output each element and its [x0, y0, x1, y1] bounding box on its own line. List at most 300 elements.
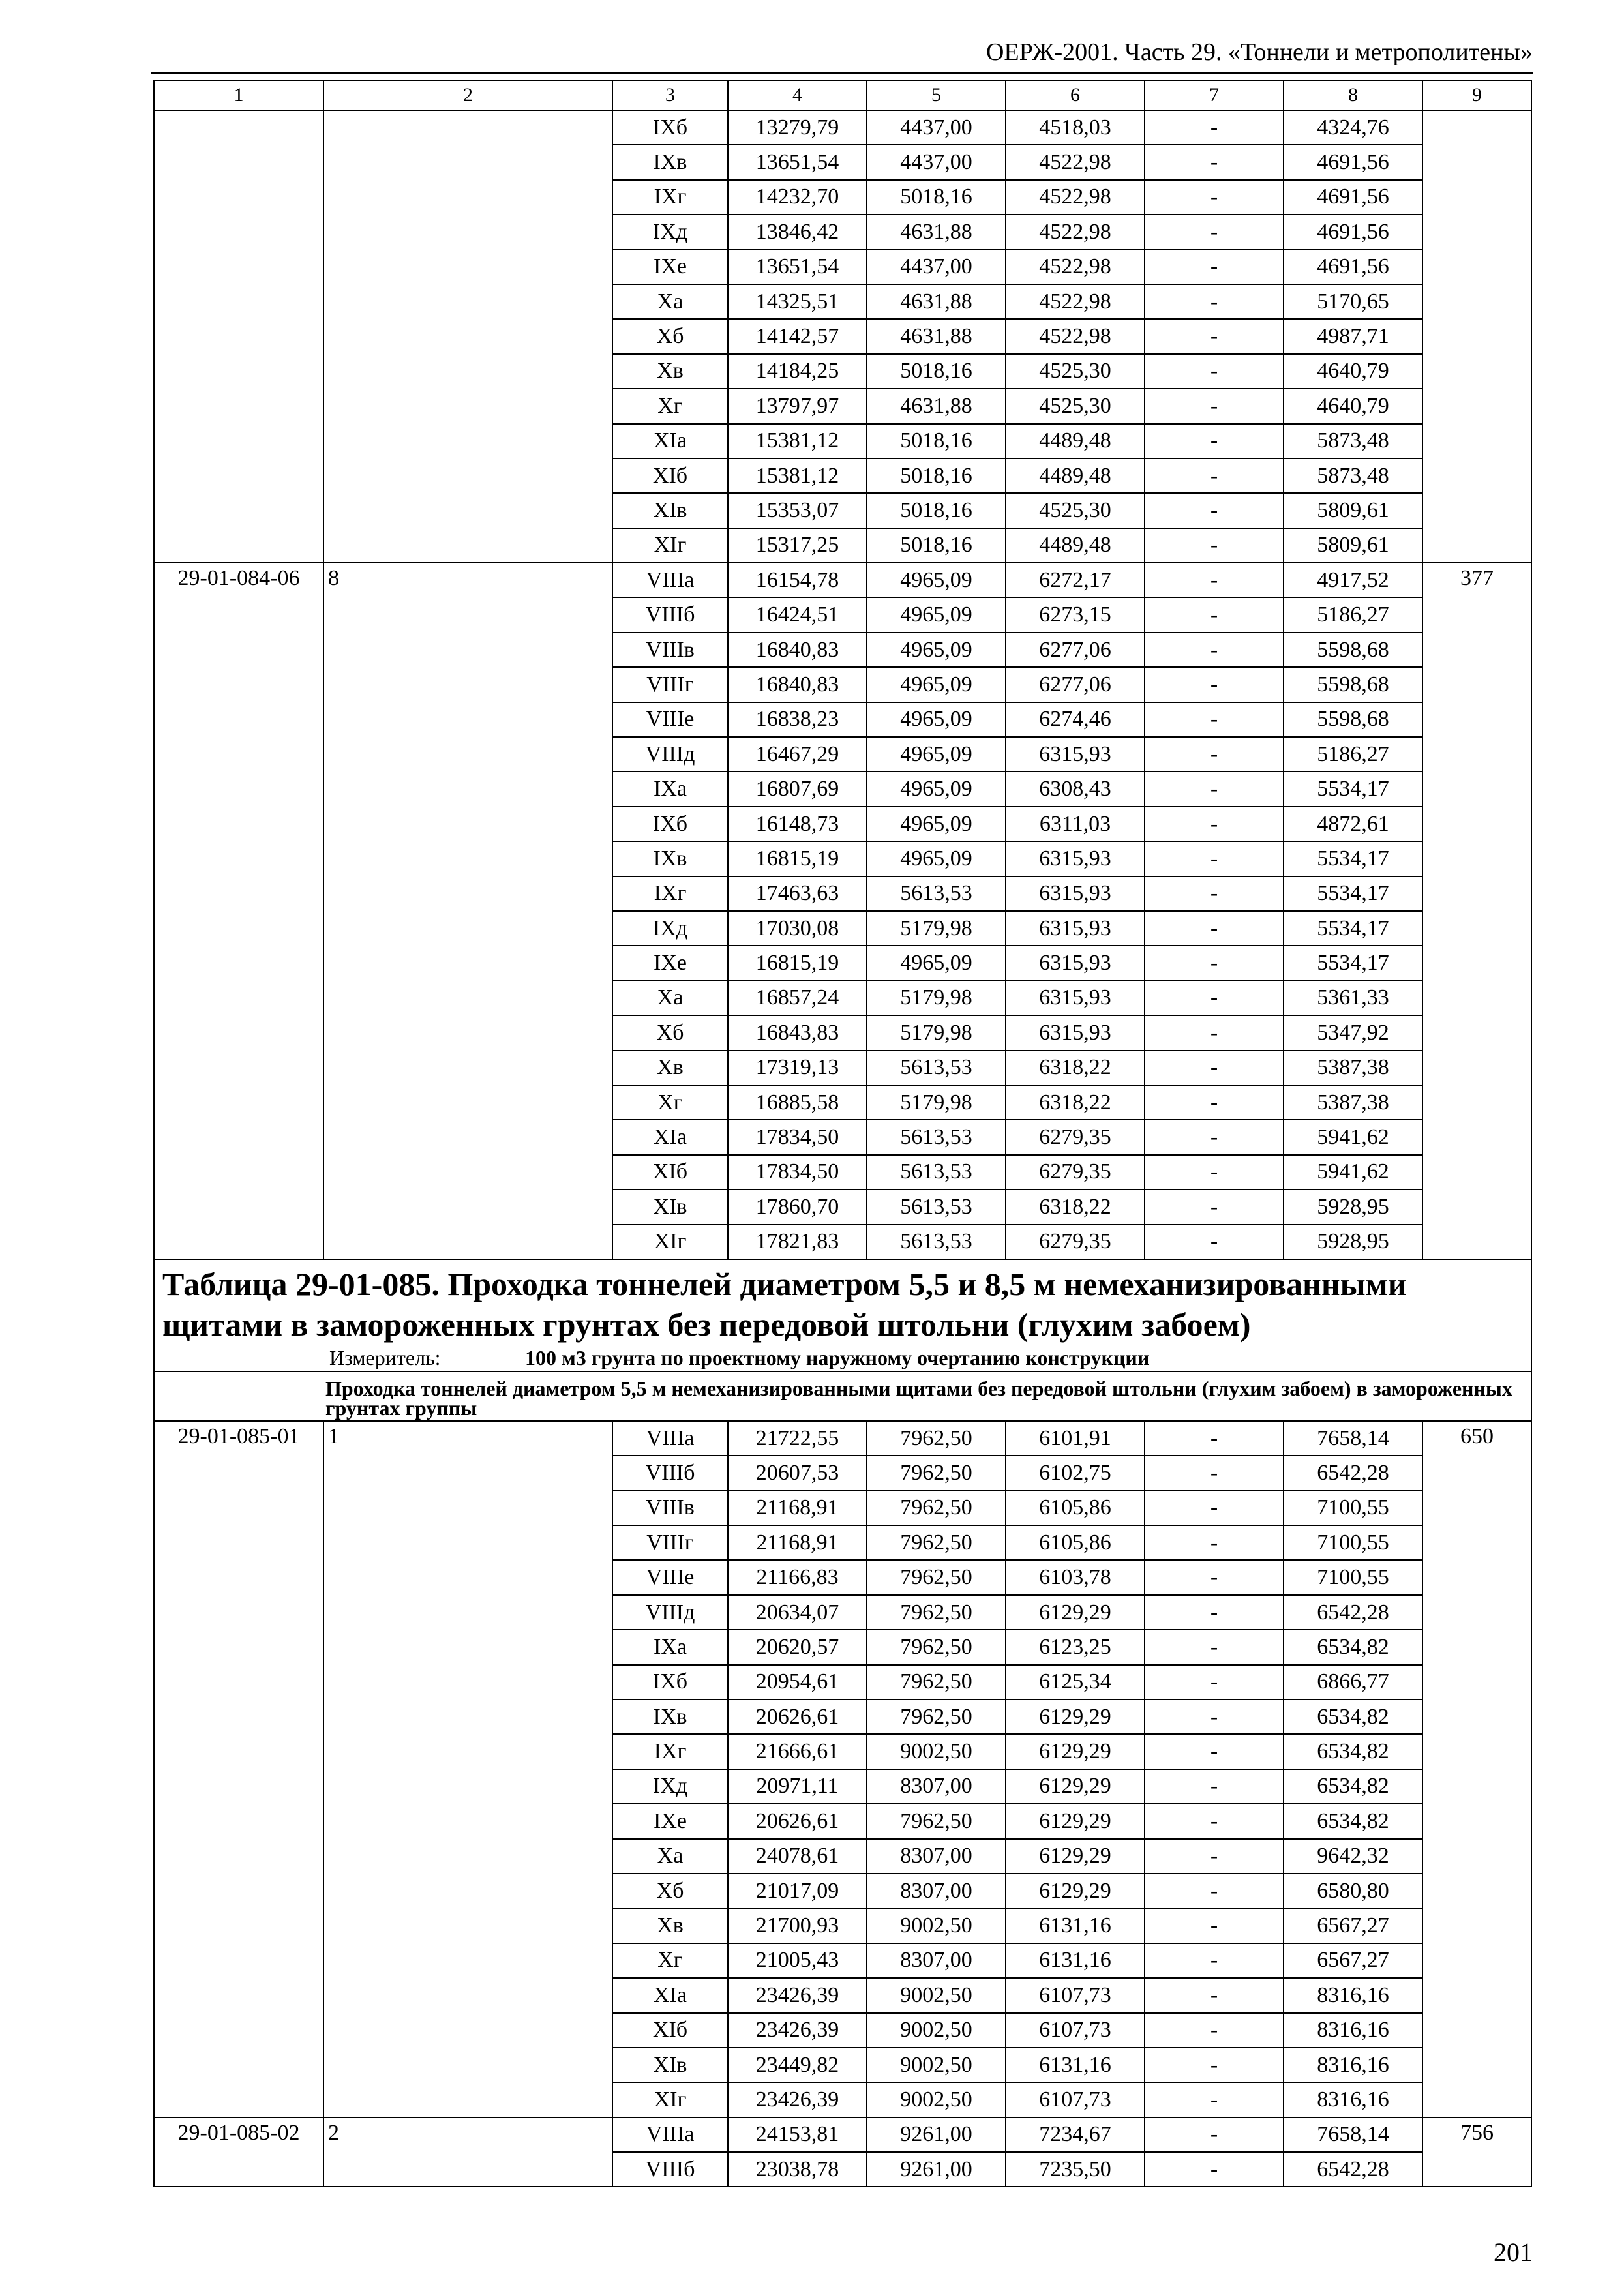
cost-materials: 7658,14 [1284, 2117, 1422, 2152]
cost-materials: 6542,28 [1284, 2152, 1422, 2187]
cost-total: 15381,12 [728, 458, 867, 493]
cost-machines: 6107,73 [1006, 2082, 1145, 2117]
soil-group: Xа [612, 284, 728, 319]
cost-wages: 5179,98 [867, 1085, 1006, 1120]
cost-materials: 9642,32 [1284, 1839, 1422, 1874]
cost-drivers: - [1145, 284, 1284, 319]
cost-drivers: - [1145, 981, 1284, 1015]
cost-wages: 7962,50 [867, 1630, 1006, 1664]
cost-machines: 6105,86 [1006, 1525, 1145, 1560]
cost-total: 16838,23 [728, 702, 867, 737]
cost-drivers: - [1145, 1560, 1284, 1594]
cost-drivers: - [1145, 1630, 1284, 1664]
cost-materials: 5347,92 [1284, 1015, 1422, 1050]
cost-machines: 6103,78 [1006, 1560, 1145, 1594]
soil-group: IXд [612, 911, 728, 946]
table-row [154, 563, 1531, 597]
cost-total: 16154,78 [728, 563, 867, 597]
cost-machines: 6129,29 [1006, 1595, 1145, 1630]
cost-wages: 4965,09 [867, 667, 1006, 702]
cost-total: 16148,73 [728, 807, 867, 841]
cost-total: 17834,50 [728, 1155, 867, 1189]
cost-wages: 8307,00 [867, 1943, 1006, 1978]
cost-materials: 6866,77 [1284, 1665, 1422, 1699]
soil-group: Xб [612, 1015, 728, 1050]
soil-group: IXб [612, 1665, 728, 1699]
cost-total: 21166,83 [728, 1560, 867, 1594]
cost-total: 16815,19 [728, 946, 867, 980]
cost-total: 14232,70 [728, 180, 867, 215]
cost-materials: 5534,17 [1284, 841, 1422, 876]
cost-machines: 6308,43 [1006, 771, 1145, 806]
cost-drivers: - [1145, 2048, 1284, 2082]
cost-materials: 4691,56 [1284, 215, 1422, 249]
cost-materials: 7100,55 [1284, 1491, 1422, 1525]
cost-drivers: - [1145, 424, 1284, 458]
cost-materials: 5873,48 [1284, 424, 1422, 458]
cost-wages: 9002,50 [867, 2082, 1006, 2117]
cost-machines: 4518,03 [1006, 110, 1145, 145]
cost-total: 16840,83 [728, 667, 867, 702]
soil-group: Xг [612, 1085, 728, 1120]
soil-group: VIIIг [612, 667, 728, 702]
cost-materials: 5186,27 [1284, 597, 1422, 632]
cost-wages: 4965,09 [867, 946, 1006, 980]
cost-total: 20626,61 [728, 1699, 867, 1734]
cost-total: 21666,61 [728, 1734, 867, 1769]
cost-machines: 6102,75 [1006, 1456, 1145, 1490]
cost-wages: 8307,00 [867, 1839, 1006, 1874]
cost-wages: 9261,00 [867, 2117, 1006, 2152]
cost-drivers: - [1145, 1525, 1284, 1560]
cost-machines: 4522,98 [1006, 145, 1145, 179]
cost-wages: 4965,09 [867, 597, 1006, 632]
cost-machines: 6279,35 [1006, 1155, 1145, 1189]
cost-machines: 6315,93 [1006, 981, 1145, 1015]
cost-machines: 4522,98 [1006, 319, 1145, 353]
cost-total: 20626,61 [728, 1804, 867, 1838]
cost-machines: 6279,35 [1006, 1120, 1145, 1154]
cost-machines: 6129,29 [1006, 1769, 1145, 1804]
cost-materials: 8316,16 [1284, 2013, 1422, 2048]
soil-group: Xг [612, 1943, 728, 1978]
cost-materials: 5873,48 [1284, 458, 1422, 493]
cost-wages: 5018,16 [867, 493, 1006, 528]
cost-materials: 6567,27 [1284, 1908, 1422, 1943]
cost-wages: 7962,50 [867, 1491, 1006, 1525]
cost-wages: 5613,53 [867, 1120, 1006, 1154]
soil-group: XIб [612, 1155, 728, 1189]
soil-group: IXв [612, 145, 728, 179]
cost-total: 13846,42 [728, 215, 867, 249]
cost-total: 21722,55 [728, 1421, 867, 1456]
col-number: 5 [867, 80, 1006, 110]
cost-drivers: - [1145, 1804, 1284, 1838]
soil-group: Xг [612, 389, 728, 423]
cost-total: 16885,58 [728, 1085, 867, 1120]
cost-materials: 5928,95 [1284, 1225, 1422, 1259]
cost-machines: 6318,22 [1006, 1085, 1145, 1120]
cost-machines: 6277,06 [1006, 633, 1145, 667]
cost-drivers: - [1145, 1491, 1284, 1525]
cost-wages: 9002,50 [867, 2048, 1006, 2082]
cost-total: 20954,61 [728, 1665, 867, 1699]
cost-wages: 7962,50 [867, 1525, 1006, 1560]
cost-materials: 5186,27 [1284, 737, 1422, 771]
cost-wages: 4437,00 [867, 110, 1006, 145]
cost-machines: 6277,06 [1006, 667, 1145, 702]
cost-materials: 5170,65 [1284, 284, 1422, 319]
cost-total: 13797,97 [728, 389, 867, 423]
cost-wages: 5018,16 [867, 528, 1006, 563]
cost-drivers: - [1145, 1085, 1284, 1120]
cost-total: 14142,57 [728, 319, 867, 353]
cost-drivers: - [1145, 667, 1284, 702]
cost-wages: 4631,88 [867, 319, 1006, 353]
cost-drivers: - [1145, 250, 1284, 284]
rates-table [153, 80, 1532, 2187]
cost-drivers: - [1145, 458, 1284, 493]
cost-drivers: - [1145, 841, 1284, 876]
soil-group: VIIIв [612, 633, 728, 667]
soil-group: VIIIб [612, 1456, 728, 1490]
cost-wages: 5179,98 [867, 981, 1006, 1015]
soil-group: XIг [612, 528, 728, 563]
cost-machines: 6131,16 [1006, 2048, 1145, 2082]
cost-materials: 6534,82 [1284, 1769, 1422, 1804]
cost-wages: 5018,16 [867, 354, 1006, 389]
cost-materials: 6542,28 [1284, 1456, 1422, 1490]
col-number: 3 [612, 80, 728, 110]
col-number: 2 [323, 80, 612, 110]
cost-drivers: - [1145, 1874, 1284, 1908]
soil-group: IXб [612, 807, 728, 841]
cost-total: 17319,13 [728, 1051, 867, 1085]
cost-machines: 4522,98 [1006, 180, 1145, 215]
soil-group: IXг [612, 876, 728, 911]
cost-wages: 4965,09 [867, 702, 1006, 737]
cost-materials: 6534,82 [1284, 1804, 1422, 1838]
soil-group: VIIIг [612, 1525, 728, 1560]
soil-group: Xв [612, 1051, 728, 1085]
cost-total: 20607,53 [728, 1456, 867, 1490]
cost-drivers: - [1145, 1839, 1284, 1874]
cost-drivers: - [1145, 1456, 1284, 1490]
cost-drivers: - [1145, 1225, 1284, 1259]
cost-total: 14325,51 [728, 284, 867, 319]
soil-group: VIIIе [612, 1560, 728, 1594]
col-number: 4 [728, 80, 867, 110]
cost-drivers: - [1145, 1665, 1284, 1699]
col-number: 1 [154, 80, 323, 110]
table-title-cell [154, 1259, 1531, 1371]
cost-materials: 5598,68 [1284, 667, 1422, 702]
rate-code: 29-01-085-02 [154, 2117, 323, 2187]
soil-group: VIIIд [612, 737, 728, 771]
cost-machines: 7235,50 [1006, 2152, 1145, 2187]
cost-machines: 6315,93 [1006, 1015, 1145, 1050]
cost-wages: 4965,09 [867, 771, 1006, 806]
cost-machines: 6107,73 [1006, 1978, 1145, 2012]
rate-code [154, 110, 323, 563]
soil-group: Xб [612, 319, 728, 353]
soil-group: XIв [612, 1189, 728, 1224]
cost-wages: 7962,50 [867, 1665, 1006, 1699]
cost-machines: 4489,48 [1006, 458, 1145, 493]
cost-wages: 7962,50 [867, 1699, 1006, 1734]
cost-materials: 5361,33 [1284, 981, 1422, 1015]
cost-wages: 4437,00 [867, 250, 1006, 284]
cost-machines: 4522,98 [1006, 250, 1145, 284]
cost-machines: 6129,29 [1006, 1734, 1145, 1769]
soil-group: IXа [612, 1630, 728, 1664]
cost-materials: 5928,95 [1284, 1189, 1422, 1224]
cost-total: 17834,50 [728, 1120, 867, 1154]
labour-hours: 756 [1422, 2117, 1531, 2187]
cost-machines: 6125,34 [1006, 1665, 1145, 1699]
cost-drivers: - [1145, 911, 1284, 946]
cost-drivers: - [1145, 2117, 1284, 2152]
cost-wages: 4965,09 [867, 841, 1006, 876]
cost-machines: 6274,46 [1006, 702, 1145, 737]
table-row [154, 1421, 1531, 1456]
rate-code: 29-01-085-01 [154, 1421, 323, 2117]
cost-materials: 5598,68 [1284, 702, 1422, 737]
cost-materials: 4691,56 [1284, 180, 1422, 215]
cost-wages: 5613,53 [867, 876, 1006, 911]
unit-of-measure [329, 1345, 1527, 1371]
cost-drivers: - [1145, 145, 1284, 179]
cost-wages: 7962,50 [867, 1456, 1006, 1490]
cost-materials: 6534,82 [1284, 1630, 1422, 1664]
cost-machines: 6315,93 [1006, 841, 1145, 876]
cost-materials: 5598,68 [1284, 633, 1422, 667]
cost-wages: 5613,53 [867, 1189, 1006, 1224]
cost-wages: 7962,50 [867, 1595, 1006, 1630]
cost-wages: 4631,88 [867, 215, 1006, 249]
cost-total: 24078,61 [728, 1839, 867, 1874]
col-number: 6 [1006, 80, 1145, 110]
cost-drivers: - [1145, 528, 1284, 563]
cost-machines: 6318,22 [1006, 1189, 1145, 1224]
cost-machines: 6311,03 [1006, 807, 1145, 841]
cost-wages: 4437,00 [867, 145, 1006, 179]
rate-number: 2 [323, 2117, 612, 2187]
cost-machines: 6318,22 [1006, 1051, 1145, 1085]
soil-group: XIг [612, 2082, 728, 2117]
cost-drivers: - [1145, 1595, 1284, 1630]
cost-total: 15381,12 [728, 424, 867, 458]
cost-total: 13651,54 [728, 145, 867, 179]
soil-group: XIб [612, 458, 728, 493]
cost-total: 16467,29 [728, 737, 867, 771]
cost-wages: 4965,09 [867, 737, 1006, 771]
cost-total: 23449,82 [728, 2048, 867, 2082]
cost-materials: 4917,52 [1284, 563, 1422, 597]
unit-label: Измеритель: [329, 1345, 441, 1369]
soil-group: VIIIд [612, 1595, 728, 1630]
cost-wages: 4631,88 [867, 389, 1006, 423]
cost-machines: 7234,67 [1006, 2117, 1145, 2152]
cost-drivers: - [1145, 597, 1284, 632]
cost-materials: 6542,28 [1284, 1595, 1422, 1630]
soil-group: IXе [612, 250, 728, 284]
cost-wages: 9002,50 [867, 1978, 1006, 2012]
soil-group: XIв [612, 2048, 728, 2082]
cost-materials: 5941,62 [1284, 1155, 1422, 1189]
cost-machines: 6272,17 [1006, 563, 1145, 597]
running-header: ОЕРЖ-2001. Часть 29. «Тоннели и метрополитены» [985, 38, 1533, 66]
cost-materials: 7658,14 [1284, 1421, 1422, 1456]
unit-value: 100 м3 грунта по проектному наружному очертанию конструкции [525, 1345, 1150, 1369]
cost-drivers: - [1145, 180, 1284, 215]
labour-hours: 377 [1422, 563, 1531, 1259]
cost-materials: 4324,76 [1284, 110, 1422, 145]
cost-wages: 7962,50 [867, 1560, 1006, 1594]
cost-total: 14184,25 [728, 354, 867, 389]
table-row [154, 110, 1531, 145]
soil-group: Xб [612, 1874, 728, 1908]
soil-group: IXб [612, 110, 728, 145]
soil-group: IXе [612, 1804, 728, 1838]
cost-total: 17463,63 [728, 876, 867, 911]
cost-drivers: - [1145, 354, 1284, 389]
soil-group: VIIIа [612, 2117, 728, 2152]
cost-materials: 5534,17 [1284, 946, 1422, 980]
cost-drivers: - [1145, 2152, 1284, 2187]
cost-materials: 5387,38 [1284, 1051, 1422, 1085]
cost-total: 20634,07 [728, 1595, 867, 1630]
cost-total: 16424,51 [728, 597, 867, 632]
cost-materials: 5534,17 [1284, 911, 1422, 946]
cost-wages: 5613,53 [867, 1051, 1006, 1085]
cost-wages: 8307,00 [867, 1874, 1006, 1908]
cost-drivers: - [1145, 876, 1284, 911]
cost-materials: 6534,82 [1284, 1699, 1422, 1734]
cost-materials: 6580,80 [1284, 1874, 1422, 1908]
soil-group: XIа [612, 1978, 728, 2012]
cost-machines: 6315,93 [1006, 946, 1145, 980]
cost-machines: 6315,93 [1006, 911, 1145, 946]
cost-drivers: - [1145, 319, 1284, 353]
cost-drivers: - [1145, 2082, 1284, 2117]
cost-machines: 6105,86 [1006, 1491, 1145, 1525]
soil-group: IXг [612, 180, 728, 215]
cost-drivers: - [1145, 1908, 1284, 1943]
soil-group: Xв [612, 1908, 728, 1943]
cost-wages: 4631,88 [867, 284, 1006, 319]
cost-wages: 5018,16 [867, 458, 1006, 493]
cost-drivers: - [1145, 110, 1284, 145]
soil-group: Xа [612, 1839, 728, 1874]
cost-total: 20620,57 [728, 1630, 867, 1664]
cost-machines: 6129,29 [1006, 1699, 1145, 1734]
cost-drivers: - [1145, 493, 1284, 528]
cost-machines: 4525,30 [1006, 493, 1145, 528]
cost-materials: 4640,79 [1284, 354, 1422, 389]
rate-number: 1 [323, 1421, 612, 2117]
cost-machines: 6273,15 [1006, 597, 1145, 632]
column-number-row [154, 80, 1531, 110]
cost-wages: 9002,50 [867, 2013, 1006, 2048]
cost-total: 20971,11 [728, 1769, 867, 1804]
cost-drivers: - [1145, 702, 1284, 737]
cost-materials: 8316,16 [1284, 2082, 1422, 2117]
soil-group: IXе [612, 946, 728, 980]
cost-machines: 4489,48 [1006, 424, 1145, 458]
cost-machines: 6123,25 [1006, 1630, 1145, 1664]
cost-materials: 4691,56 [1284, 145, 1422, 179]
cost-machines: 6131,16 [1006, 1908, 1145, 1943]
cost-drivers: - [1145, 1421, 1284, 1456]
table-row [154, 2117, 1531, 2152]
cost-machines: 6131,16 [1006, 1943, 1145, 1978]
soil-group: IXв [612, 841, 728, 876]
cost-materials: 5809,61 [1284, 493, 1422, 528]
cost-total: 23038,78 [728, 2152, 867, 2187]
cost-machines: 4489,48 [1006, 528, 1145, 563]
cost-total: 23426,39 [728, 1978, 867, 2012]
soil-group: VIIIб [612, 2152, 728, 2187]
cost-materials: 6567,27 [1284, 1943, 1422, 1978]
cost-materials: 5941,62 [1284, 1120, 1422, 1154]
soil-group: IXа [612, 771, 728, 806]
cost-total: 15353,07 [728, 493, 867, 528]
cost-drivers: - [1145, 1015, 1284, 1050]
cost-drivers: - [1145, 1051, 1284, 1085]
cost-materials: 4987,71 [1284, 319, 1422, 353]
col-number: 8 [1284, 80, 1422, 110]
cost-wages: 7962,50 [867, 1804, 1006, 1838]
cost-machines: 4525,30 [1006, 389, 1145, 423]
cost-wages: 5613,53 [867, 1225, 1006, 1259]
cost-total: 24153,81 [728, 2117, 867, 2152]
soil-group: XIа [612, 1120, 728, 1154]
labour-hours: 650 [1422, 1421, 1531, 2117]
cost-total: 17821,83 [728, 1225, 867, 1259]
cost-materials: 5387,38 [1284, 1085, 1422, 1120]
cost-materials: 4872,61 [1284, 807, 1422, 841]
cost-drivers: - [1145, 1978, 1284, 2012]
cost-materials: 8316,16 [1284, 1978, 1422, 2012]
cost-drivers: - [1145, 946, 1284, 980]
cost-machines: 4525,30 [1006, 354, 1145, 389]
section-subtitle: Проходка тоннелей диаметром 5,5 м немеханизированными щитами без передовой штольни (глухим забоем) в замороженных грунтах группы [154, 1371, 1531, 1421]
cost-materials: 6534,82 [1284, 1734, 1422, 1769]
cost-drivers: - [1145, 737, 1284, 771]
cost-total: 23426,39 [728, 2082, 867, 2117]
rate-number [323, 110, 612, 563]
soil-group: XIг [612, 1225, 728, 1259]
cost-total: 21017,09 [728, 1874, 867, 1908]
cost-total: 21168,91 [728, 1525, 867, 1560]
cost-machines: 6129,29 [1006, 1874, 1145, 1908]
cost-drivers: - [1145, 807, 1284, 841]
cost-wages: 4965,09 [867, 633, 1006, 667]
cost-wages: 8307,00 [867, 1769, 1006, 1804]
cost-drivers: - [1145, 1769, 1284, 1804]
soil-group: Xв [612, 354, 728, 389]
soil-group: XIв [612, 493, 728, 528]
soil-group: XIб [612, 2013, 728, 2048]
cost-machines: 4522,98 [1006, 215, 1145, 249]
cost-wages: 9002,50 [867, 1908, 1006, 1943]
cost-machines: 6107,73 [1006, 2013, 1145, 2048]
section-subtitle-row [154, 1371, 1531, 1421]
soil-group: VIIIе [612, 702, 728, 737]
cost-machines: 6279,35 [1006, 1225, 1145, 1259]
cost-wages: 5018,16 [867, 180, 1006, 215]
